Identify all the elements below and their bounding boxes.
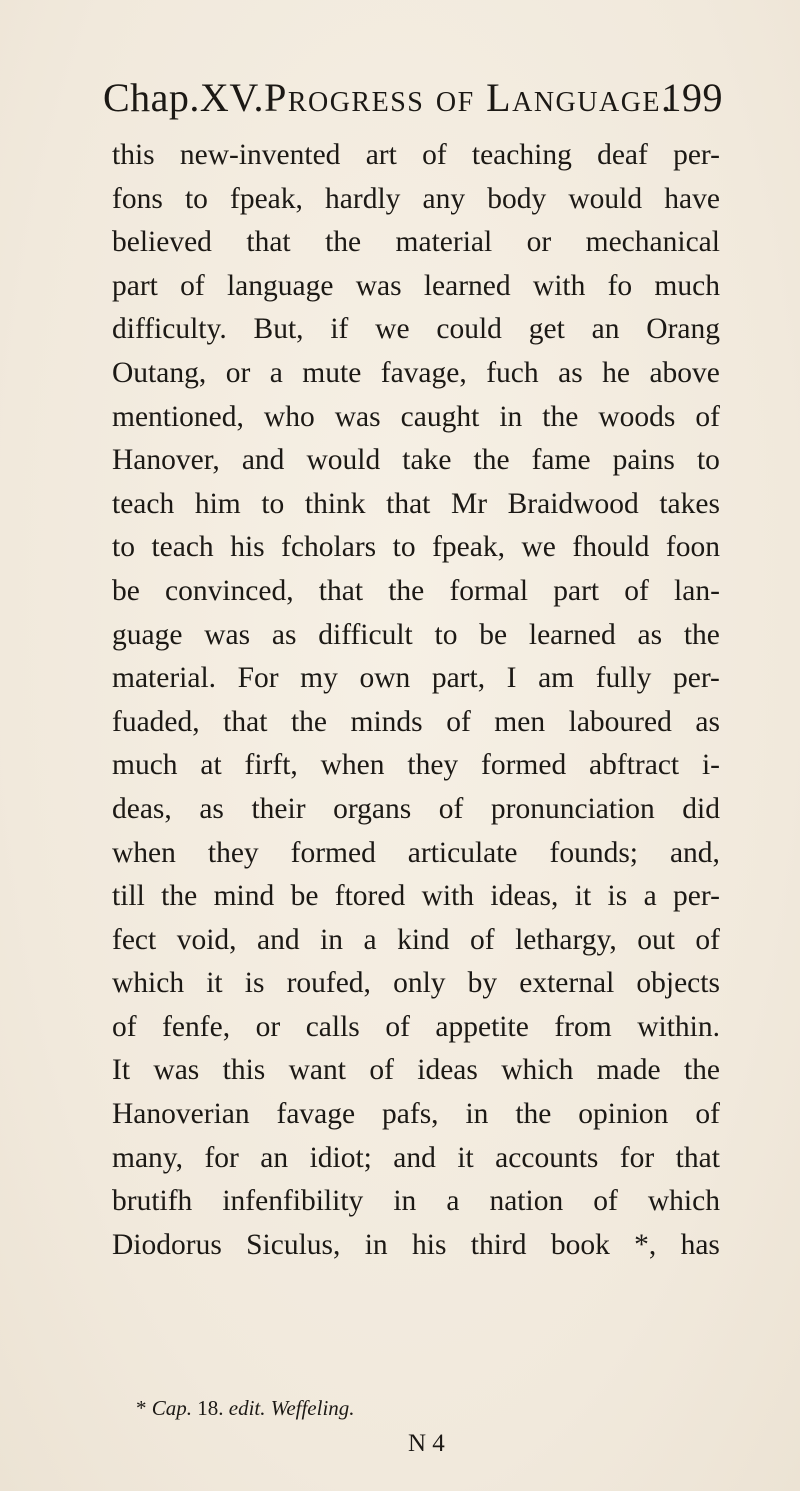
chapter-title: Progress of Language. xyxy=(264,75,673,120)
text-line: many, for an idiot; and it accounts for that xyxy=(112,1141,720,1174)
text-line: much at firft, when they formed abftract i- xyxy=(112,749,720,782)
text-line: difficulty. But, if we could get an Orang xyxy=(112,313,720,346)
footnote-abbr: Cap. xyxy=(151,1396,193,1420)
signature-mark: N 4 xyxy=(408,1430,445,1457)
text-line: brutifh infenfibility in a nation of which xyxy=(112,1185,720,1218)
running-head xyxy=(103,72,723,124)
text-line: of fenfe, or calls of appetite from within. xyxy=(112,1010,720,1043)
text-line: fect void, and in a kind of lethargy, out of xyxy=(112,923,720,956)
text-line: teach him to think that Mr Braidwood takes xyxy=(112,487,720,520)
body-text xyxy=(112,134,720,1267)
text-line: It was this want of ideas which made the xyxy=(112,1054,720,1087)
text-line: mentioned, who was caught in the woods of xyxy=(112,400,720,433)
text-line: fuaded, that the minds of men laboured as xyxy=(112,705,720,738)
text-line: which it is roufed, only by external objects xyxy=(112,967,720,1000)
page-number: 199 xyxy=(661,75,723,120)
text-line: guage was as difficult to be learned as the xyxy=(112,618,720,651)
text-line: to teach his fcholars to fpeak, we fhould foon xyxy=(112,531,720,564)
text-line: material. For my own part, I am fully per- xyxy=(112,662,720,695)
footnote-marker: * xyxy=(136,1396,147,1420)
text-line: deas, as their organs of pronunciation did xyxy=(112,792,720,825)
footnote xyxy=(136,1396,355,1421)
footnote-number: 18. xyxy=(197,1396,224,1420)
text-line: when they formed articulate founds; and, xyxy=(112,836,720,869)
chapter-label: Chap.XV. xyxy=(103,75,265,120)
text-line: Hanover, and would take the fame pains to xyxy=(112,444,720,477)
text-line: part of language was learned with fo much xyxy=(112,269,720,302)
text-line: believed that the material or mechanical xyxy=(112,226,720,259)
text-line: Diodorus Siculus, in his third book *, has xyxy=(112,1228,720,1261)
text-line: till the mind be ftored with ideas, it is a per- xyxy=(112,880,720,913)
text-line: this new-invented art of teaching deaf per- xyxy=(112,139,720,171)
text-line: fons to fpeak, hardly any body would have xyxy=(112,182,720,215)
text-line: Outang, or a mute favage, fuch as he above xyxy=(112,356,720,389)
text-line: be convinced, that the formal part of lan- xyxy=(112,574,720,607)
text-line: Hanoverian favage pafs, in the opinion of xyxy=(112,1098,720,1131)
footnote-edition: edit. Weffeling. xyxy=(228,1396,355,1420)
